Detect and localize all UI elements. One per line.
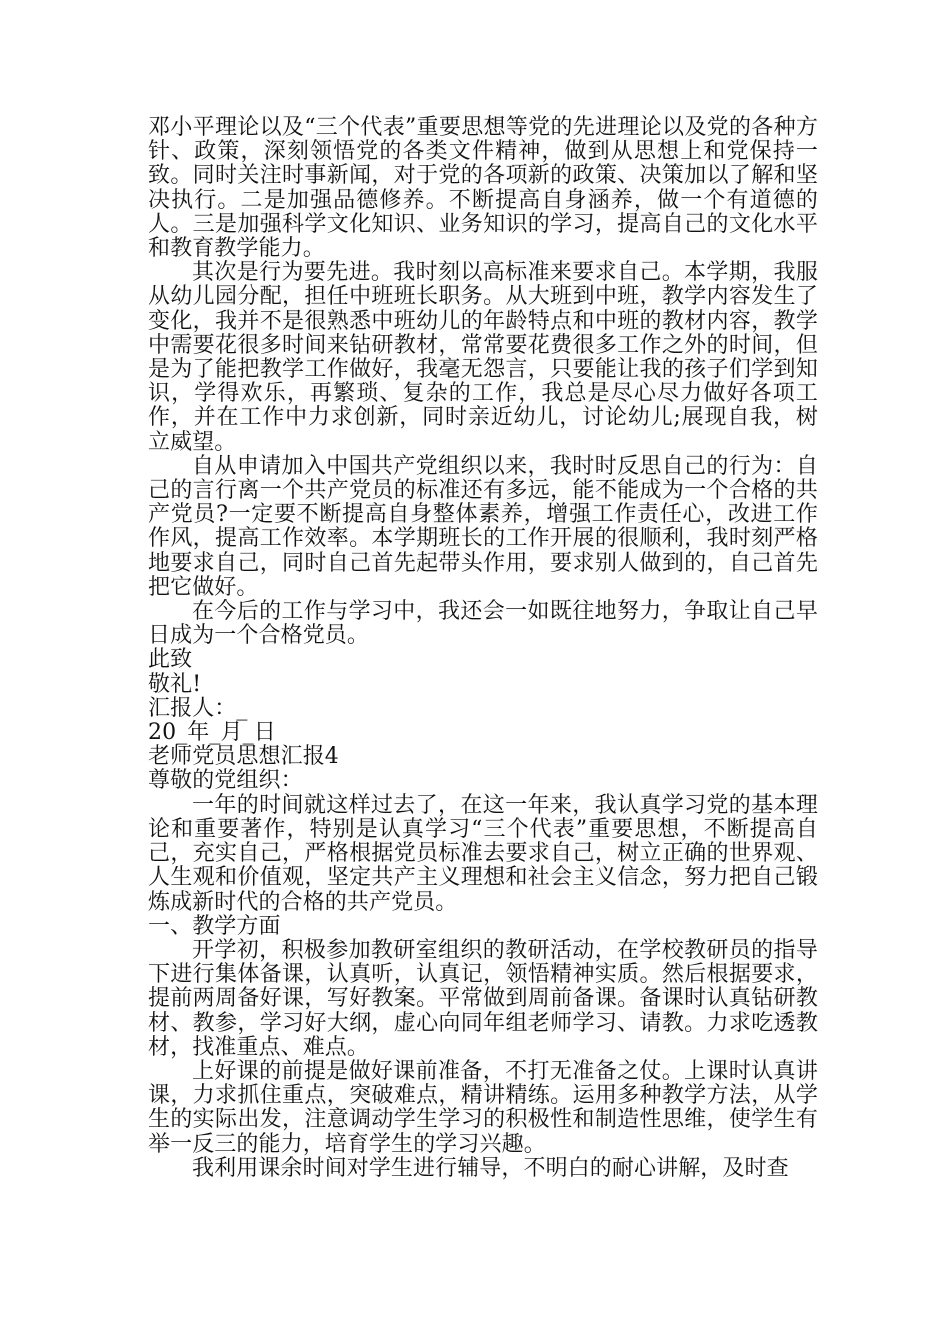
paragraph: 我利用课余时间对学生进行辅导，不明白的耐心讲解，及时查 xyxy=(192,1155,789,1181)
paragraph: 一年的时间就这样过去了，在这一年来，我认真学习党的基本理论和重要著作，特别是认真学习“三个代表”重要思想，不断提高自己，充实自己，严格根据党员标准去要求自己，树立正确的世界观、人生观和价值观，坚定共产主义理想和社会主义信念，努力把自己锻炼成新时代的合格的共产党员。 xyxy=(148,792,818,915)
salutation-regards: 敬礼! xyxy=(148,671,202,697)
paragraph: 在今后的工作与学习中，我还会一如既往地努力，争取让自己早日成为一个合格党员。 xyxy=(148,599,818,649)
salutation-greeting: 尊敬的党组织： xyxy=(148,768,303,794)
paragraph: 自从申请加入中国共产党组织以来，我时时反思自己的行为：自己的言行离一个共产党员的标准还有多远，能不能成为一个合格的共产党员?一定要不断提高自身整体素养，增强工作责任心，改进工作作风，提高工作效率。本学期班长的工作开展的很顺利，我时刻严格地要求自己，同时自己首先起带头作用，要求别人做到的，自己首先把它做好。 xyxy=(148,453,818,600)
reporter-signature: 汇报人：_ xyxy=(148,695,248,721)
salutation-closing: 此致 xyxy=(148,647,193,673)
section-heading: 一、教学方面 xyxy=(148,913,281,939)
paragraph: 上好课的前提是做好课前准备，不打无准备之仗。上课时认真讲课，力求抓住重点，突破难点，精讲精练。运用多种教学方法，从学生的实际出发，注意调动学生学习的积极性和制造性思维，使学生有举一反三的能力，培育学生的学习兴趣。 xyxy=(148,1058,818,1157)
section-title: 老师党员思想汇报4 xyxy=(148,744,339,770)
document-body xyxy=(148,116,818,1181)
report-date: 20_年_月_日 xyxy=(148,720,276,746)
paragraph: 其次是行为要先进。我时刻以高标准来要求自己。本学期，我服从幼儿园分配，担任中班班长职务。从大班到中班，教学内容发生了变化，我并不是很熟悉中班幼儿的年龄特点和中班的教材内容，教学中需要花很多时间来钻研教材，常常要花费很多工作之外的时间，但是为了能把教学工作做好，我毫无怨言，只要能让我的孩子们学到知识，学得欢乐，再繁琐、复杂的工作，我总是尽心尽力做好各项工作，并在工作中力求创新，同时亲近幼儿，讨论幼儿;展现自我，树立威望。 xyxy=(148,260,818,455)
paragraph-continued: 邓小平理论以及“三个代表”重要思想等党的先进理论以及党的各种方针、政策，深刻领悟党的各类文件精神，做到从思想上和党保持一致。同时关注时事新闻，对于党的各项新的政策、决策加以了解和坚决执行。二是加强品德修养。不断提高自身涵养，做一个有道德的人。三是加强科学文化知识、业务知识的学习，提高自己的文化水平和教育教学能力。 xyxy=(148,115,818,262)
paragraph: 开学初，积极参加教研室组织的教研活动，在学校教研员的指导下进行集体备课，认真听，认真记，领悟精神实质。然后根据要求，提前两周备好课，写好教案。平常做到周前备课。备课时认真钻研教材、教参，学习好大纲，虚心向同年组老师学习、请教。力求吃透教材，找准重点、难点。 xyxy=(148,937,818,1060)
